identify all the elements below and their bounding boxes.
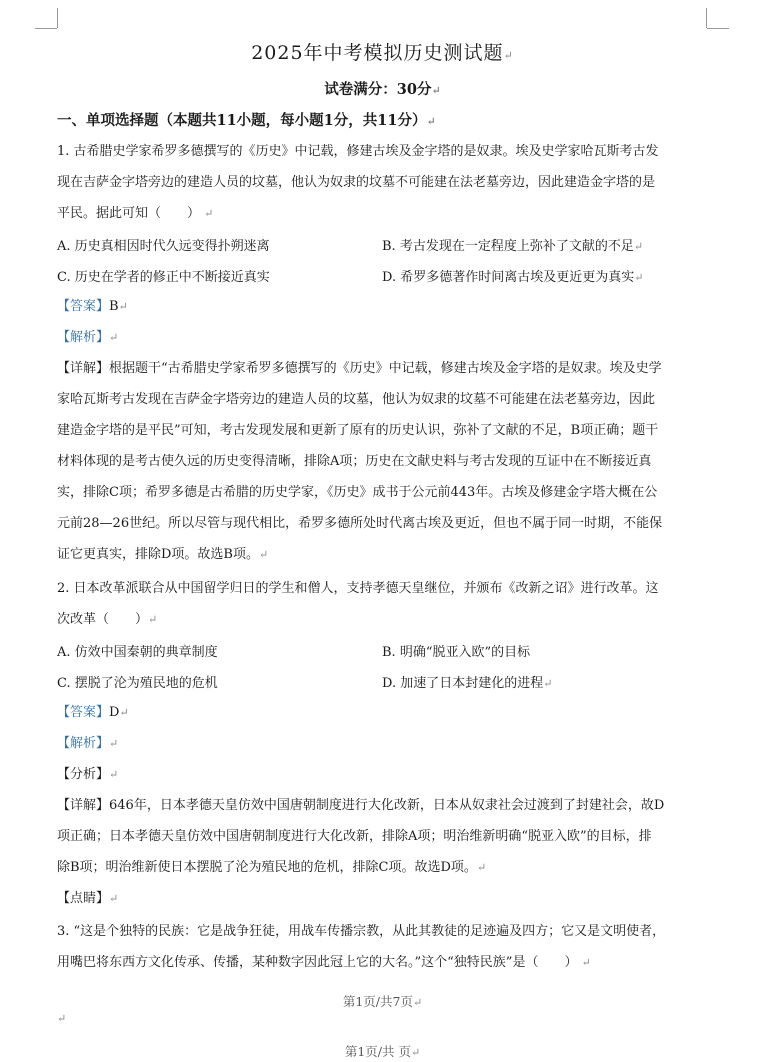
q2-option-c: C. 摆脱了沦为殖民地的危机 [57, 676, 218, 691]
q2-detail-line-1: 【详解】646年，日本孝德天皇仿效中国唐朝制度进行大化改新，日本从奴隶社会过渡到了封建社会，故D [57, 798, 665, 813]
q1-stem-line-1: 1. 古希腊史学家希罗多德撰写的《历史》中记载，修建古埃及金字塔的是奴隶。埃及史学家哈瓦斯考古发 [57, 144, 659, 159]
q2-dianjing-label: 【点睛】↵ [57, 891, 119, 906]
crop-mark-top-left-vertical [57, 8, 58, 28]
q1-detail-line-6: 元前28—26世纪。所以尽管与现代相比，希罗多德所处时代离古埃及更近，但也不属于同一时期，不能保 [57, 516, 663, 531]
q3-stem-line-1: 3. “这是个独特的民族：它是战争狂徒，用战车传播宗教，从此其教徒的足迹遍及四方；它又是文明使者， [57, 924, 666, 939]
exam-total-score: 试卷满分：30分↵ [324, 81, 441, 98]
q1-detail-line-3: 建造金字塔的是平民”可知，考古发现发展和更新了原有的历史认识，弥补了文献的不足，B项正确；题干 [57, 423, 659, 438]
crop-mark-top-right-horizontal [707, 28, 729, 29]
q1-detail-line-1: 【详解】根据题干“古希腊史学家希罗多德撰写的《历史》中记载，修建古埃及金字塔的是奴隶。埃及史学 [57, 361, 662, 376]
page-title: 2025年中考模拟历史测试题↵ [251, 42, 514, 64]
q2-detail-line-3: 除B项；明治维新使日本摆脱了沦为殖民地的危机，排除C项。故选D项。↵ [57, 860, 487, 875]
q1-detail-line-7: 证它更真实，排除D项。故选B项。↵ [57, 547, 269, 562]
q1-option-b: B. 考古发现在一定程度上弥补了文献的不足↵ [382, 239, 644, 254]
crop-mark-top-right-vertical [706, 8, 707, 28]
q2-stem-line-2: 次改革（ ）↵ [57, 612, 158, 627]
q1-analysis-label: 【解析】↵ [57, 330, 119, 345]
q2-analysis-label: 【解析】↵ [57, 736, 119, 751]
q1-stem-line-3: 平民。据此可知（ ） ↵ [57, 206, 214, 221]
empty-paragraph-mark: ↵ [57, 1012, 67, 1025]
q2-answer: 【答案】D↵ [57, 705, 129, 720]
page-footer-secondary: 第1页/共 页↵ [344, 1044, 421, 1059]
q1-answer: 【答案】B↵ [57, 299, 128, 314]
q1-stem-line-2: 现在吉萨金字塔旁边的建造人员的坟墓，他认为奴隶的坟墓不可能建在法老墓旁边，因此建造金字塔的是 [57, 175, 656, 190]
q1-option-a: A. 历史真相因时代久远变得扑朔迷离 [57, 239, 270, 254]
q2-option-a: A. 仿效中国秦朝的典章制度 [57, 645, 218, 660]
q1-option-c: C. 历史在学者的修正中不断接近真实 [57, 270, 270, 285]
section-heading: 一、单项选择题（本题共11小题，每小题1分，共11分）↵ [57, 112, 436, 129]
page-footer: 第1页/共7页↵ [342, 994, 423, 1009]
q1-detail-line-2: 家哈瓦斯考古发现在吉萨金字塔旁边的建造人员的坟墓，他认为奴隶的坟墓不可能建在法老墓旁边，因此 [57, 392, 656, 407]
q2-fenxi-label: 【分析】↵ [57, 767, 119, 782]
q1-detail-line-4: 材料体现的是考古使久远的历史变得清晰，排除A项；历史在文献史料与考古发现的互证中在不断接近真 [57, 454, 652, 469]
q1-detail-line-5: 实，排除C项；希罗多德是古希腊的历史学家，《历史》成书于公元前443年。古埃及修建金字塔大概在公 [57, 485, 658, 500]
q1-option-d: D. 希罗多德著作时间离古埃及更近更为真实↵ [382, 270, 644, 285]
q2-detail-line-2: 项正确；日本孝德天皇仿效中国唐朝制度进行大化改新，排除A项；明治维新明确“脱亚入欧”的目标，排 [57, 829, 652, 844]
q2-stem-line-1: 2. 日本改革派联合从中国留学归日的学生和僧人，支持孝德天皇继位，并颁布《改新之诏》进行改革。这 [57, 581, 659, 596]
q3-stem-line-2: 用嘴巴将东西方文化传承、传播，某种数字因此冠上它的大名。”这个“独特民族”是（ ） ↵ [57, 955, 591, 970]
q2-option-b: B. 明确“脱亚入欧”的目标 [382, 645, 531, 660]
q2-option-d: D. 加速了日本封建化的进程↵ [382, 676, 553, 691]
crop-mark-top-left-horizontal [35, 28, 57, 29]
